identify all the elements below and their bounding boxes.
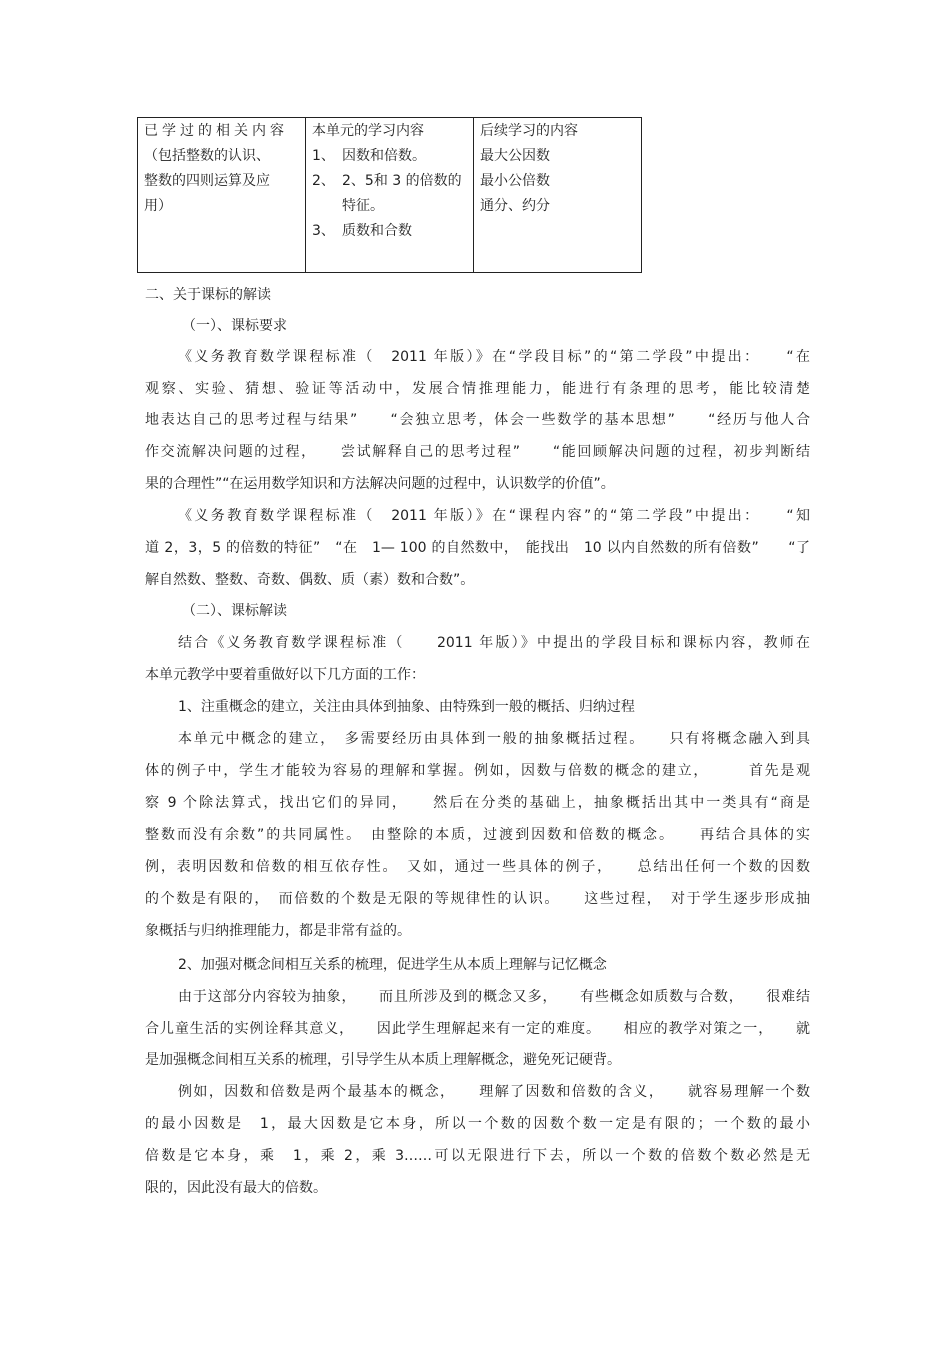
list-number: 1、	[312, 148, 335, 164]
paragraph-line: 例，表明因数和倍数的相互依存性。 又如，通过一些具体的例子， 总结出任何一个数的因数	[145, 859, 810, 875]
paragraph-line: 象概括与归纳推理能力，都是非常有益的。	[145, 923, 411, 939]
cell-text: 整数的四则运算及应	[144, 173, 270, 189]
list-item	[312, 144, 467, 169]
cell-text: 已学过的相关内容	[144, 123, 288, 139]
point-heading: 1、注重概念的建立，关注由具体到抽象、由特殊到一般的概括、归纳过程	[178, 699, 635, 715]
cell-text: 通分、约分	[480, 198, 550, 214]
table-cell-unit-content	[306, 118, 474, 273]
paragraph-line: 的最小因数是 1，最大因数是它本身，所以一个数的因数个数一定是有限的；一个数的最小	[145, 1116, 810, 1132]
cell-text: （包括整数的认识、	[144, 148, 270, 164]
paragraph-line: 地表达自己的思考过程与结果” “会独立思考，体会一些数学的基本思想” “经历与他人合	[145, 412, 810, 428]
paragraph-line: 观察、实验、猜想、验证等活动中，发展合情推理能力，能进行有条理的思考，能比较清楚	[145, 381, 810, 397]
list-number: 3、	[312, 223, 335, 239]
paragraph-line: 合儿童生活的实例诠释其意义， 因此学生理解起来有一定的难度。 相应的教学对策之一， 就	[145, 1021, 810, 1037]
subsection-heading: （一）、课标要求	[182, 318, 287, 334]
paragraph-line: 例如，因数和倍数是两个最基本的概念， 理解了因数和倍数的含义， 就容易理解一个数	[178, 1084, 810, 1100]
list-item	[312, 219, 467, 244]
paragraph-line: 本单元教学中要着重做好以下几方面的工作：	[145, 667, 425, 683]
list-text: 质数和合数	[342, 223, 412, 239]
paragraph-line: 本单元中概念的建立， 多需要经历由具体到一般的抽象概括过程。 只有将概念融入到具	[178, 731, 810, 747]
table-cell-follow-up	[474, 118, 642, 273]
paragraph-line: 由于这部分内容较为抽象， 而且所涉及到的概念又多， 有些概念如质数与合数， 很难结	[178, 989, 810, 1005]
point-heading: 2、加强对概念间相互关系的梳理，促进学生从本质上理解与记忆概念	[178, 957, 607, 973]
paragraph-line: 体的例子中，学生才能较为容易的理解和掌握。例如，因数与倍数的概念的建立， 首先是观	[145, 763, 810, 779]
paragraph-line: 察 9 个除法算式，找出它们的异同， 然后在分类的基础上，抽象概括出其中一类具有“商是	[145, 795, 810, 811]
paragraph-line: 限的，因此没有最大的倍数。	[145, 1180, 327, 1196]
subsection-heading: （二）、课标解读	[182, 603, 287, 619]
paragraph-line: 倍数是它本身，乘 1，乘 2，乘 3……可以无限进行下去，所以一个数的倍数个数必然是无	[145, 1148, 810, 1164]
cell-text: 后续学习的内容	[480, 123, 578, 139]
cell-text: 用）	[144, 198, 172, 214]
list-item	[312, 169, 467, 219]
paragraph-line: 的个数是有限的， 而倍数的个数是无限的等规律性的认识。 这些过程， 对于学生逐步形成抽	[145, 891, 810, 907]
list-text: 因数和倍数。	[342, 148, 426, 164]
cell-text: 最小公倍数	[480, 173, 550, 189]
section-heading: 二、关于课标的解读	[145, 287, 271, 303]
paragraph-line: 作交流解决问题的过程， 尝试解释自己的思考过程” “能回顾解决问题的过程，初步判断结	[145, 444, 810, 460]
paragraph-line: 《义务教育数学课程标准（ 2011 年版）》在“课程内容”的“第二学段”中提出： “知	[178, 508, 810, 524]
table-cell-prior-knowledge	[138, 118, 306, 273]
cell-text: 最大公因数	[480, 148, 550, 164]
paragraph-line: 《义务教育数学课程标准（ 2011 年版）》在“学段目标”的“第二学段”中提出： “在	[178, 349, 810, 365]
cell-header: 本单元的学习内容	[312, 123, 424, 139]
paragraph-line: 是加强概念间相互关系的梳理，引导学生从本质上理解概念，避免死记硬背。	[145, 1052, 621, 1068]
unit-content-table	[137, 117, 642, 273]
paragraph-line: 果的合理性”“在运用数学知识和方法解决问题的过程中，认识数学的价值”。	[145, 476, 615, 492]
paragraph-line: 道 2，3，5 的倍数的特征” “在 1— 100 的自然数中， 能找出 10 以内自然数的所有倍数” “了	[145, 540, 810, 556]
list-text: 2、5和 3 的倍数的特征。	[342, 173, 462, 214]
paragraph-line: 整数而没有余数”的共同属性。 由整除的本质，过渡到因数和倍数的概念。 再结合具体的实	[145, 827, 810, 843]
paragraph-line: 解自然数、整数、奇数、偶数、质（素）数和合数”。	[145, 572, 475, 588]
list-number: 2、	[312, 173, 335, 189]
paragraph-line: 结合《义务教育数学课程标准（ 2011 年版）》中提出的学段目标和课标内容，教师在	[178, 635, 810, 651]
